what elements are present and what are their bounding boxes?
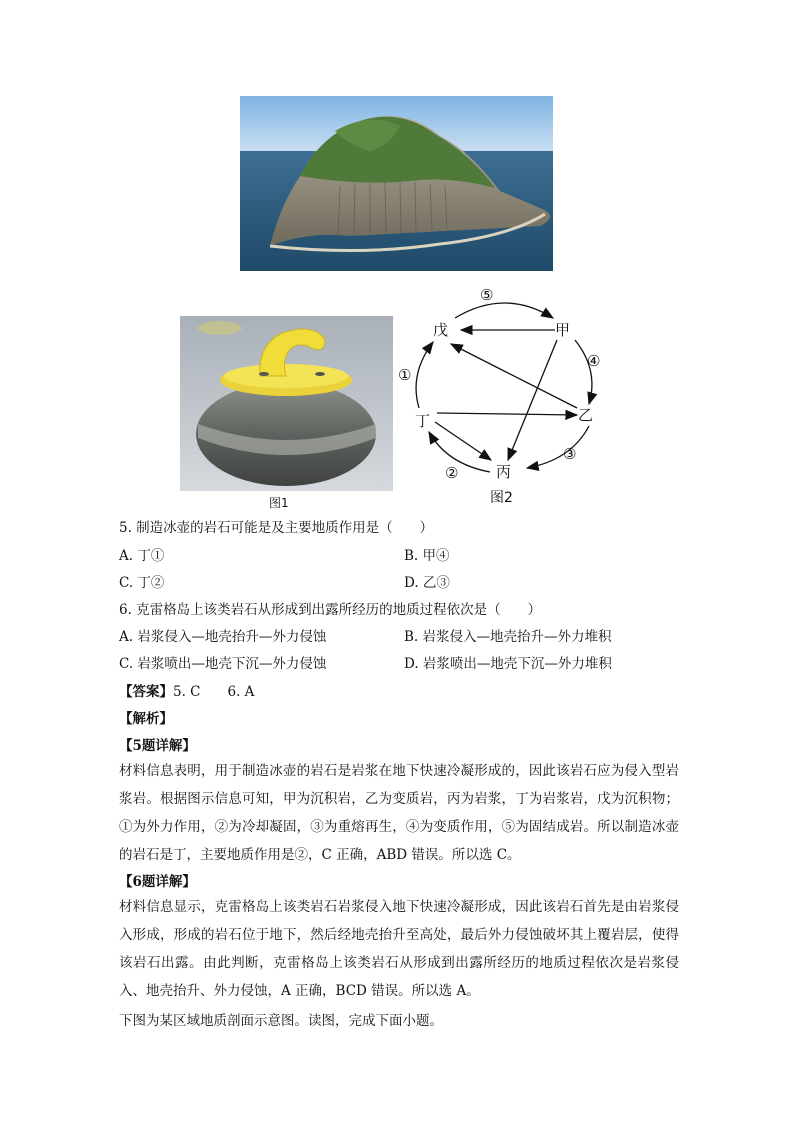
figure-2-caption: 图2 [490, 490, 513, 506]
q5-option-d: D. 乙③ [404, 575, 450, 591]
label-3: ③ [563, 445, 577, 463]
q5-stem: 5. 制造冰壶的岩石可能是及主要地质作用是（ ） [119, 520, 434, 536]
next-section-intro: 下图为某区域地质剖面示意图。读图，完成下面小题。 [119, 1013, 443, 1029]
answer-label: 【答案】 [119, 684, 173, 700]
label-5: ⑤ [480, 286, 494, 304]
figure-1-caption: 图1 [269, 496, 289, 510]
label-1: ① [398, 366, 412, 384]
q6-option-a: A. 岩浆侵入—地壳抬升—外力侵蚀 [119, 629, 327, 645]
q6-option-b: B. 岩浆侵入—地壳抬升—外力堆积 [404, 629, 612, 645]
label-4: ④ [587, 352, 601, 370]
curling-stone-photo [180, 316, 393, 491]
answer-line [119, 683, 254, 701]
q6-option-c: C. 岩浆喷出—地壳下沉—外力侵蚀 [119, 656, 327, 672]
analysis-label: 【解析】 [119, 711, 173, 727]
q6-detail-text: 材料信息显示，克雷格岛上该类岩石岩浆侵入地下快速冷凝形成，因此该岩石首先是由岩浆侵入形成，形成的岩石位于地下，然后经地壳抬升至高处，最后外力侵蚀破坏其上覆岩层，使得该岩石出露。由此判断，克雷格岛上该类岩石从形成到出露所经历的地质过程依次是岩浆侵入、地壳抬升、外力侵蚀，A 正确，BCD 错误。所以选 A。 [119, 899, 679, 999]
node-wu: 戊 [433, 321, 449, 339]
rock-cycle-diagram [395, 282, 625, 506]
node-jia: 甲 [555, 321, 571, 339]
q5-option-b: B. 甲④ [404, 548, 450, 564]
node-ding: 丁 [415, 412, 431, 430]
q5-option-a: A. 丁① [119, 548, 165, 564]
q5-detail-text: 材料信息表明，用于制造冰壶的岩石是岩浆在地下快速冷凝形成的，因此该岩石应为侵入型岩浆岩。根据图示信息可知，甲为沉积岩，乙为变质岩，丙为岩浆，丁为岩浆岩，戊为沉积物；①为外力作用，②为冷却凝固，③为重熔再生，④为变质作用，⑤为固结成岩。所以制造冰壶的岩石是丁，主要地质作用是②，C 正确，ABD 错误。所以选 C。 [119, 763, 679, 863]
q5-detail-label: 【5题详解】 [119, 738, 196, 754]
node-yi: 乙 [578, 406, 594, 424]
q6-stem: 6. 克雷格岛上该类岩石从形成到出露所经历的地质过程依次是（ ） [119, 602, 542, 618]
island-photo [240, 96, 553, 271]
label-2: ② [445, 464, 459, 482]
node-bing: 丙 [496, 463, 512, 481]
q6-option-d: D. 岩浆喷出—地壳下沉—外力堆积 [404, 656, 612, 672]
q5-option-c: C. 丁② [119, 575, 165, 591]
answer-text: 5. C 6. A [173, 684, 255, 700]
q6-detail-label: 【6题详解】 [119, 874, 196, 890]
